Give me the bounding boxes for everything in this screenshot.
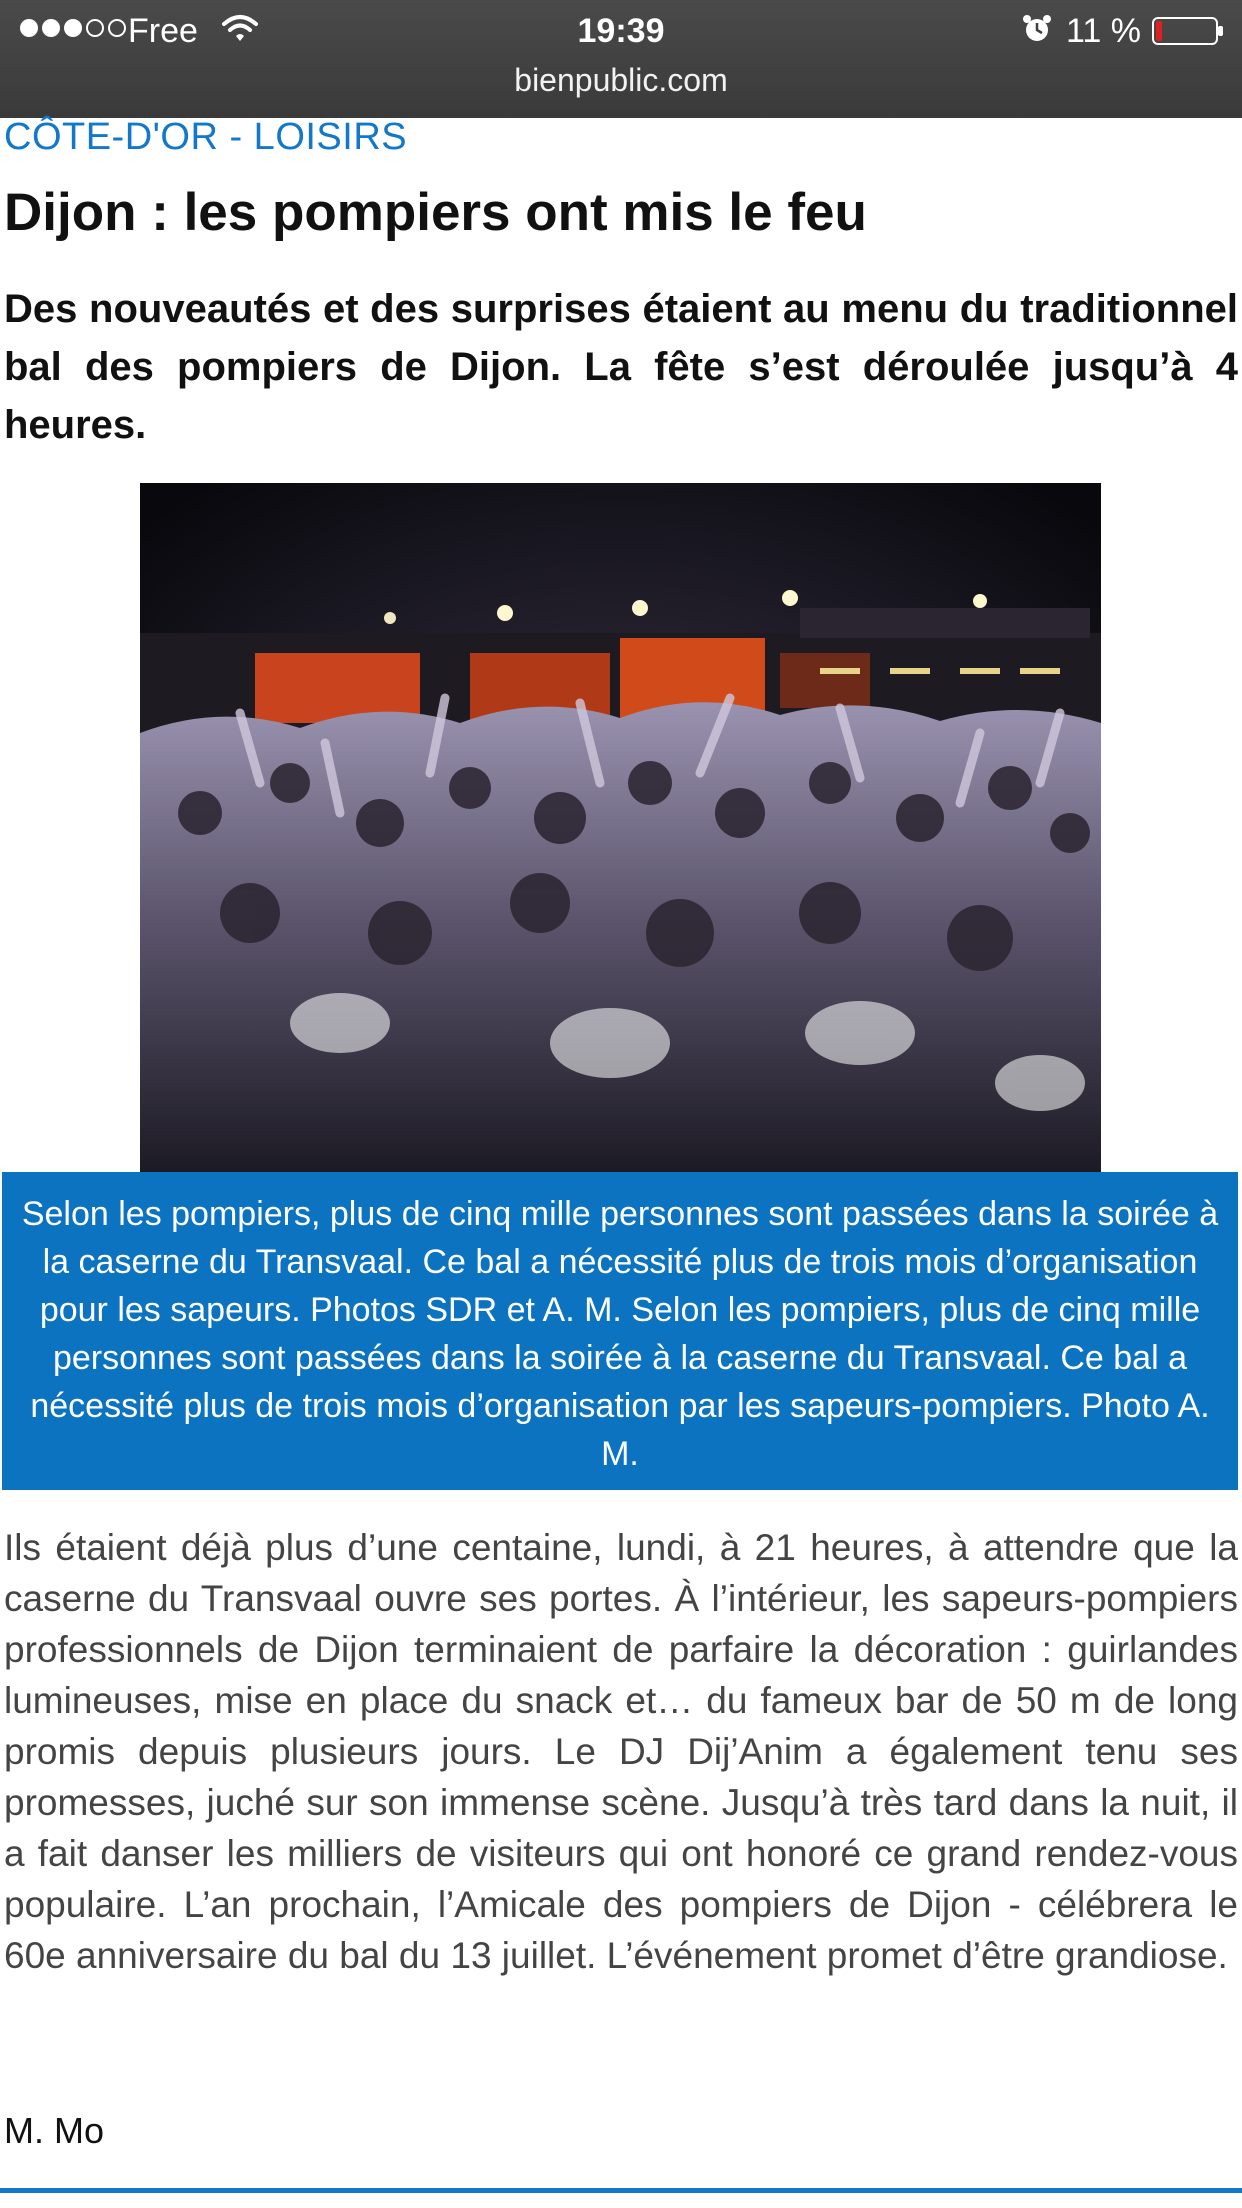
carrier-name: Free <box>128 12 198 50</box>
article-category[interactable]: CÔTE-D'OR - LOISIRS <box>4 116 408 158</box>
status-bar <box>0 0 1242 62</box>
crowd-photo-illustration <box>140 483 1101 1173</box>
photo-caption: Selon les pompiers, plus de cinq mille personnes sont passées dans la soirée à la caserne du Transvaal. Ce bal a nécessité plus de trois mois d’organisation pour les sapeurs. Photos SDR et A. M. Selon les pompiers, plus de cinq mille personnes sont passées dans la soirée à la caserne du Transvaal. Ce bal a nécessité plus de trois mois d’organisation par les sapeurs-pompiers. Photo A. M. <box>2 1172 1238 1490</box>
address-bar-url[interactable]: bienpublic.com <box>514 62 728 98</box>
article-byline: M. Mo <box>4 2110 105 2151</box>
battery-icon <box>1152 16 1224 46</box>
alarm-icon <box>1022 14 1052 44</box>
status-time: 19:39 <box>577 12 665 50</box>
battery-percent: 11 % <box>1066 12 1141 50</box>
bottom-divider <box>0 2188 1242 2193</box>
browser-top-bar <box>0 0 1242 118</box>
article-body: Ils étaient déjà plus d’une centaine, lundi, à 21 heures, à attendre que la caserne du Transvaal ouvre ses portes. À l’intérieur, les sapeurs-pompiers professionnels de Dijon terminaient de parfaire la décoration : guirlandes lumineuses, mise en place du snack et… du fameux bar de 50 m de long promis depuis plusieurs jours. Le DJ Dij’Anim a également tenu ses promesses, juché sur son immense scène. Jusqu’à très tard dans la nuit, il a fait danser les milliers de visiteurs qui ont honoré ce grand rendez-vous populaire. L’an prochain, l’Amicale des pompiers de Dijon - célébrera le 60e anniversaire du bal du 13 juillet. L’événement promet d’être grandiose. <box>4 1527 1238 1976</box>
article-photo[interactable] <box>140 483 1101 1173</box>
article-lede: Des nouveautés et des surprises étaient au menu du traditionnel bal des pompiers de Dijon. La fête s’est déroulée jusqu’à 4 heures. <box>4 287 1238 447</box>
article-title: Dijon : les pompiers ont mis le feu <box>4 183 867 242</box>
